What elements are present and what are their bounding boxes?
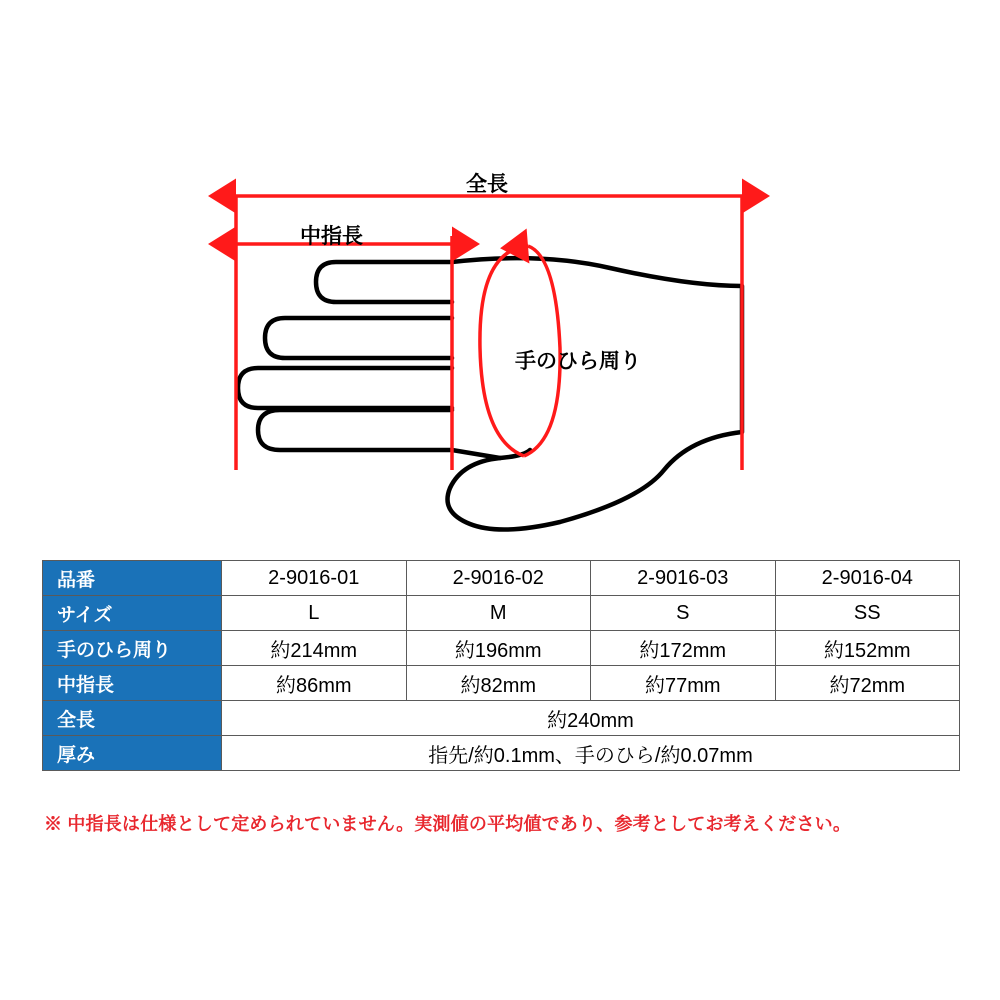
row-header-product-number: 品番 <box>43 561 222 596</box>
row-header-thickness: 厚み <box>43 736 222 771</box>
cell-product-number-ss: 2-9016-04 <box>775 561 960 596</box>
row-header-total-length: 全長 <box>43 701 222 736</box>
cell-product-number-s: 2-9016-03 <box>591 561 776 596</box>
palm-circumference-label: 手のひら周り <box>515 350 641 373</box>
cell-product-number-m: 2-9016-02 <box>406 561 591 596</box>
cell-palm-ss: 約152mm <box>775 631 960 666</box>
cell-total-length: 約240mm <box>222 701 960 736</box>
table-row <box>43 701 960 736</box>
cell-finger-s: 約77mm <box>591 666 776 701</box>
specification-table <box>42 560 960 771</box>
table-row <box>43 561 960 596</box>
hand-outline <box>238 258 742 529</box>
cell-palm-s: 約172mm <box>591 631 776 666</box>
cell-palm-l: 約214mm <box>222 631 407 666</box>
row-header-size: サイズ <box>43 596 222 631</box>
cell-size-m: M <box>406 596 591 631</box>
row-header-palm-circumference: 手のひら周り <box>43 631 222 666</box>
table-row <box>43 631 960 666</box>
middle-finger-length-label: 中指長 <box>300 225 363 248</box>
table-row <box>43 736 960 771</box>
cell-finger-ss: 約72mm <box>775 666 960 701</box>
cell-product-number-l: 2-9016-01 <box>222 561 407 596</box>
cell-thickness: 指先/約0.1mm、手のひら/約0.07mm <box>222 736 960 771</box>
total-length-label: 全長 <box>466 173 508 196</box>
footnote: ※ 中指長は仕様として定められていません。実測値の平均値であり、参考としてお考えください。 <box>44 814 852 834</box>
cell-palm-m: 約196mm <box>406 631 591 666</box>
cell-finger-m: 約82mm <box>406 666 591 701</box>
table-row <box>43 596 960 631</box>
cell-size-l: L <box>222 596 407 631</box>
table-row <box>43 666 960 701</box>
cell-size-ss: SS <box>775 596 960 631</box>
cell-size-s: S <box>591 596 776 631</box>
row-header-middle-finger-length: 中指長 <box>43 666 222 701</box>
cell-finger-l: 約86mm <box>222 666 407 701</box>
